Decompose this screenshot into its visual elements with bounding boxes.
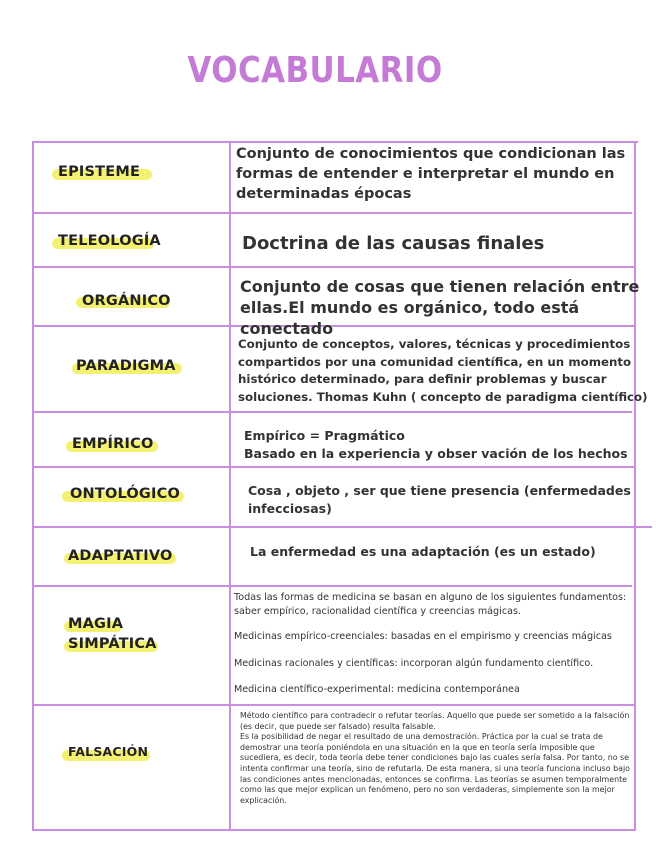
term-organico: ORGÁNICO [82,293,171,309]
term-adaptativo: ADAPTATIVO [68,548,173,564]
definition-paragraph: Método científico para contradecir o refutar teorías. Aquello que puede ser sometido a la falsación (es decir, que puede ser falsado) resulta falsable. [240,711,630,731]
column-divider [229,141,231,831]
definition-text: Conjunto de conocimientos que condicionan las formas de entender e interpretar el mundo en determinadas épocas [236,146,626,202]
definition-text: Cosa , objeto , ser que tiene presencia (enfermedades infecciosas) [248,483,631,516]
definition-teleologia [242,233,650,255]
term-empirico: EMPÍRICO [72,436,154,452]
definition-episteme [236,144,650,204]
definition-organico [240,276,650,339]
row-divider [32,266,634,268]
definition-text: La enfermedad es una adaptación (es un estado) [250,544,596,559]
row-divider [32,466,636,468]
definition-paragraph: Es la posibilidad de negar el resultado de una demostración. Práctica por la cual se trata de demostrar una teoría poniéndola en una situación en la que en teoría sería imposible que sucediera, es decir, toda teoría debe tener condiciones bajo las cuales sería falsa. Por tanto, no se intenta confirmar una teoría, sino de refutarla. De esta manera, si una teoría funciona incluso bajo las condiciones antes mencionadas, entonces se confirma. Las teorías se asumen temporalmente como las que mejor explican un fenómeno, pero no son verdaderas, simplemente son la mejor explicación. [240,732,630,805]
table-border-top [32,141,638,143]
page-title: VOCABULARIO [187,50,443,91]
definition-text: Conjunto de conceptos, valores, técnicas y procedimientos compartidos por una comunidad científica, en un momento histórico determinado, para definir problemas y buscar soluciones. Thomas Kuhn ( concepto de paradigma científico) [238,337,648,404]
definition-line: Empírico = Pragmático [244,428,405,443]
term-line: MAGIA [68,616,124,632]
definition-paragraph: Todas las formas de medicina se basan en alguno de los siguientes fundamentos: saber empírico, racionalidad científica y creencias mágicas. [234,592,627,617]
definition-empirico [244,427,650,463]
definition-paragraph: Medicinas racionales y científicas: incorporan algún fundamento científico. [234,657,594,669]
definition-text: Conjunto de cosas que tienen relación entre ellas.El mundo es orgánico, todo está conectado [240,277,640,338]
term-magia-simpatica [68,614,157,654]
definition-adaptativo [250,543,650,561]
definition-falsacion [240,711,632,806]
definition-line: Basado en la experiencia y obser vación de los hechos [244,446,628,461]
table-border-bottom [32,829,636,831]
definition-text: Doctrina de las causas finales [242,233,545,254]
table-border-left [32,141,34,831]
row-divider [32,212,632,214]
definition-paradigma [238,336,650,406]
row-divider [32,585,632,587]
definition-paragraph: Medicina científico-experimental: medicina contemporánea [234,684,520,695]
row-divider [32,411,632,413]
row-divider [32,526,652,528]
term-line: SIMPÁTICA [68,636,157,652]
term-episteme: EPISTEME [58,164,141,180]
definition-magia-simpatica [234,591,634,697]
row-divider [32,704,636,706]
term-falsacion: FALSACIÓN [68,744,149,759]
term-ontologico: ONTOLÓGICO [70,486,180,502]
definition-paragraph: Medicinas empírico-creenciales: basadas en el empirismo y creencias mágicas [234,631,612,642]
term-paradigma: PARADIGMA [76,358,176,374]
definition-ontologico [248,482,650,518]
term-teleologia: TELEOLOGÍA [58,233,161,249]
